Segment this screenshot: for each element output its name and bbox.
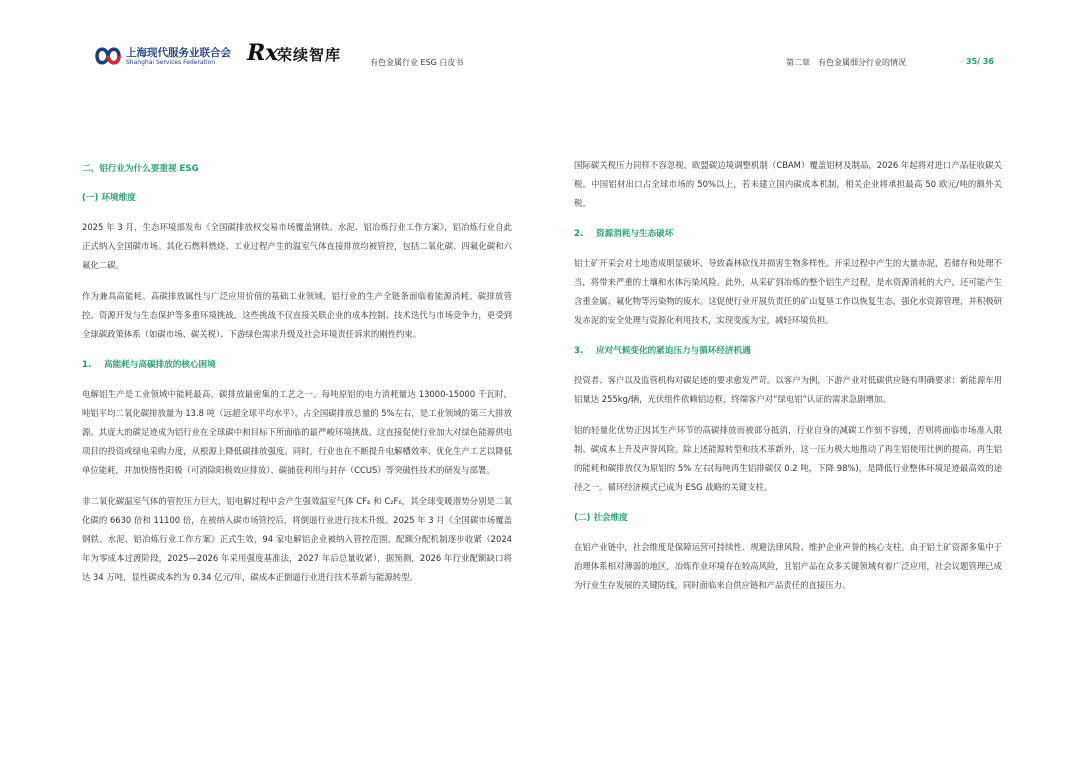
left-column [82,160,512,599]
heading-number: 1. [82,360,92,370]
heading-resources [574,225,1002,244]
paragraph: 2025 年 3 月，生态环境部发布《全国碳排放权交易市场覆盖钢铁、水泥、铝冶炼行业工作方案》，铝冶炼行业自此正式纳入全国碳市场。其化石燃料燃烧、工业过程产生的温室气体直接排放均被管控，包括二氧化碳、四氟化碳和六氟化二碳。 [82,222,512,270]
heading-climate [574,342,1002,361]
right-column [574,156,1002,607]
ssf-name-en: Shanghai Services Federation [126,59,216,66]
rongxu-logo [247,40,357,70]
paragraph: 铝土矿开采会对土地造成明显破坏、导致森林砍伐并损害生物多样性。开采过程中产生的大量赤泥，若储存和处理不当，将带来严重的土壤和水体污染风险。此外，从采矿到冶炼的整个铝生产过程，是水资源消耗的大户，还可能产生含重金属、氟化物等污染物的废水。这促使行业开展负责任的矿山复垦工作以恢复生态，强化水资源管理，并积极研发赤泥的安全处理与资源化利用技术，实现变废为宝，减轻环境负担。 [574,258,1002,325]
paragraph: 投资者、客户以及监管机构对碳足迹的要求愈发严苛。以客户为例，下游产业对低碳供应链有明确要求：新能源车用铝量达 255kg/辆，光伏组件依赖铝边框，终端客户对“绿电铝”认证的需求急剧增加。 [574,375,1002,404]
ssf-logo-mark-icon [93,43,123,69]
paragraph: 铝的轻量化优势正因其生产环节的高碳排放而被部分抵消，行业自身的减碳工作刻不容缓，否则将面临市场准入限制、碳成本上升及声誉风险。除上述能源转型和技术革新外，这一压力极大地推动了再生铝使用比例的提高。再生铝的能耗和碳排放仅为原铝的 5% 左右(每吨再生铝排碳仅 0.2 吨，下降 98%)，是降低行业整体环境足迹最高效的途径之一。循环经济模式已成为 ESG 战略的关键支柱。 [574,425,1002,492]
paragraph: 非二氧化碳温室气体的管控压力巨大，铝电解过程中会产生强效温室气体 CF₄ 和 C₂F₆，其全球变暖潜势分别是二氧化碳的 6630 倍和 11100 倍，在被纳入碳市场管控后，将倒逼行业进行技术升级。2025 年 3 月《全国碳市场覆盖钢铁、水泥、铝冶炼行业工作方案》正式生效，94 家电解铝企业被纳入管控范围。配额分配机制逐步收紧（2024 年为零成本过渡阶段，2025—2026 年采用强度基准法，2027 年后总量收紧），据预测，2026 年行业配额缺口将达 34 万吨，显性碳成本约为 0.34 亿元/年，碳成本正倒逼行业进行技术革新与能源转型。 [82,496,512,582]
paragraph: 作为兼具高能耗、高碳排放属性与广泛应用价值的基础工业领域，铝行业的生产全链条面临着能源消耗、碳排放管控、资源开发与生态保护等多重环境挑战。这些挑战不仅直接关联企业的成本控制、技术迭代与市场竞争力，更受到全球碳政策体系（如碳市场、碳关税）、下游绿色需求升级及社会环境责任诉求的刚性约束。 [82,291,512,339]
paragraph: 电解铝生产是工业领域中能耗最高、碳排放最密集的工艺之一。每吨原铝的电力消耗量达 13000-15000 千瓦时，吨铝平均二氧化碳排放量为 13.8 吨（远超全球平均水平），占全国碳排放总量的 5%左右，是工业领域的第三大排放源。其庞大的碳足迹成为铝行业在全球碳中和目标下所面临的最严峻环境挑战，这直接促使行业加大对绿色能源供电项目的投资或绿电采购力度，从根源上降低碳排放强度。同时，行业也在不断提升电解槽效率、优化生产工艺以降低单位能耗，并加快惰性阳极（可消除阳极效应排放）、碳捕获利用与封存（CCUS）等突破性技术的研发与部署。 [82,389,512,475]
heading-text: 资源消耗与生态破坏 [596,229,674,239]
ssf-name-cn: 上海现代服务业联合会 [126,47,231,59]
section-title: 二、铝行业为什么要重视 ESG [82,164,199,174]
document-title: 有色金属行业 ESG 白皮书 [370,58,464,67]
page-number: 35/ 36 [966,57,994,66]
heading-text: 高能耗与高碳排放的核心困境 [104,360,216,370]
page-header [0,0,1080,90]
rongxu-logo-name: 荣续智库 [277,46,342,64]
heading-number: 2. [574,229,584,239]
subsection-environment: (一) 环境维度 [82,193,136,203]
heading-number: 3. [574,346,584,356]
chapter-title: 第二章 有色金属细分行业的情况 [786,58,906,67]
subsection-social: (二) 社会维度 [574,513,628,523]
ssf-logo [93,43,243,69]
heading-energy-carbon [82,356,512,375]
rongxu-logo-rx: Rx [247,40,279,66]
heading-text: 应对气候变化的紧迫压力与循环经济机遇 [596,346,751,356]
paragraph: 国际碳关税压力同样不容忽视，欧盟碳边境调整机制（CBAM）覆盖铝材及制品，2026 年起将对进口产品征收碳关税。中国铝材出口占全球市场的 50%以上，若未建立国内碳成本机制，相关企业将承担最高 50 欧元/吨的额外关税。 [574,160,1002,208]
paragraph: 在铝产业链中，社会维度是保障运营可持续性、规避法律风险、维护企业声誉的核心支柱。由于铝土矿资源多集中于治理体系相对薄弱的地区，冶炼作业环境存在较高风险，且铝产品在众多关键领域有着广泛应用，社会议题管理已成为行业生存发展的关键防线，同时面临来自供应链和产品责任的直接压力。 [574,542,1002,590]
